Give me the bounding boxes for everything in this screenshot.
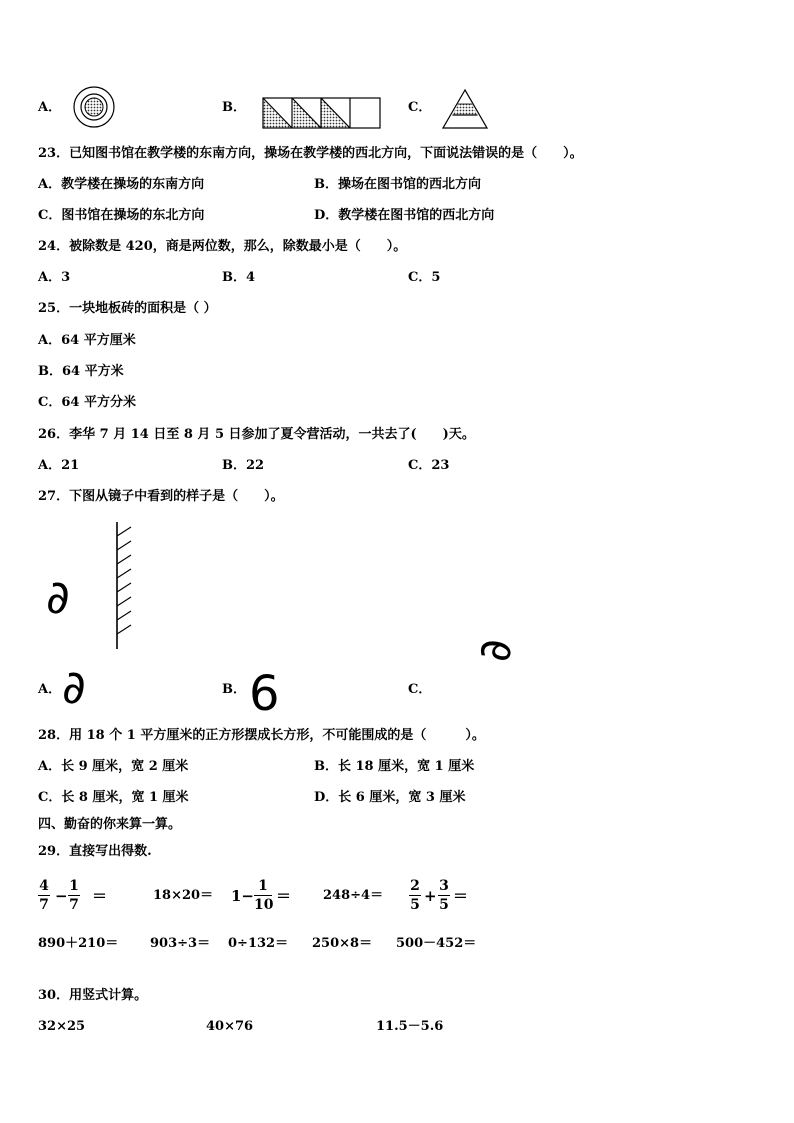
fraction: 1 7 <box>69 878 79 913</box>
q25-option-a[interactable]: A．64 平方厘米 <box>38 333 136 348</box>
option-glyph: ∂ <box>62 660 86 714</box>
problem: 903÷3＝ <box>150 936 211 951</box>
q30-problem: 32×25 <box>38 1019 86 1034</box>
q23-option-d[interactable]: D．教学楼在图书馆的西北方向 <box>314 208 495 223</box>
q24-option-a[interactable]: A．3 <box>38 270 71 285</box>
q26-option-b[interactable]: B．22 <box>222 458 265 473</box>
problem: 248÷4＝ <box>323 888 384 903</box>
q23-option-a[interactable]: A．教学楼在操场的东南方向 <box>38 177 205 192</box>
question-24-stem: 24．被除数是 420，商是两位数，那么，除数最小是（ ）。 <box>38 239 407 254</box>
q23-option-b[interactable]: B．操场在图书馆的西北方向 <box>314 177 481 192</box>
q28-option-d[interactable]: D．长 6 厘米，宽 3 厘米 <box>314 790 466 805</box>
q28-option-c[interactable]: C．长 8 厘米，宽 1 厘米 <box>38 790 189 805</box>
q26-option-c[interactable]: C．23 <box>408 458 450 473</box>
q23-option-c[interactable]: C．图书馆在操场的东北方向 <box>38 208 205 223</box>
q30-problem: 11.5－5.6 <box>376 1019 444 1034</box>
option-glyph-rotated: ∂ <box>470 639 521 662</box>
q25-option-c[interactable]: C．64 平方分米 <box>38 395 136 410</box>
mirror-figure <box>110 522 140 652</box>
option-label: A． <box>38 100 62 115</box>
problem: 0÷132＝ <box>228 936 289 951</box>
minus-sign: − <box>55 887 68 905</box>
q24-option-b[interactable]: B．4 <box>222 270 256 285</box>
q28-option-b[interactable]: B．长 18 厘米，宽 1 厘米 <box>314 759 475 774</box>
equals-sign: ＝ <box>92 887 108 905</box>
problem: 18×20＝ <box>153 888 214 903</box>
fraction: 2 5 <box>410 878 420 913</box>
problem: 500－452＝ <box>396 936 477 951</box>
problem: 890＋210＝ <box>38 936 119 951</box>
option-label: B． <box>222 682 246 697</box>
plus-sign: + <box>424 887 437 905</box>
equals-sign: ＝ <box>453 887 469 905</box>
option-label: C． <box>408 100 432 115</box>
question-29-stem: 29．直接写出得数. <box>38 844 152 859</box>
fraction: 1 10 <box>254 878 274 913</box>
concentric-circles-figure <box>72 85 116 129</box>
question-28-stem: 28．用 18 个 1 平方厘米的正方形摆成长方形，不可能围成的是（ ）。 <box>38 728 485 743</box>
option-glyph: 6 <box>249 666 280 722</box>
squares-with-shaded-triangles-figure <box>263 98 383 130</box>
original-glyph-figure: ∂ <box>46 570 70 624</box>
question-30-stem: 30．用竖式计算。 <box>38 988 148 1003</box>
question-27-stem: 27．下图从镜子中看到的样子是（ ）。 <box>38 489 284 504</box>
q30-problem: 40×76 <box>206 1019 254 1034</box>
section-4-heading: 四、勤奋的你来算一算。 <box>38 817 182 832</box>
q24-option-c[interactable]: C．5 <box>408 270 441 285</box>
option-label: A． <box>38 682 62 697</box>
option-label: B． <box>222 100 246 115</box>
equals-sign: ＝ <box>276 887 292 905</box>
q28-option-a[interactable]: A．长 9 厘米，宽 2 厘米 <box>38 759 189 774</box>
fraction: 4 7 <box>39 878 49 913</box>
fraction: 3 5 <box>439 878 449 913</box>
problem-part: 1− <box>231 887 255 905</box>
question-25-stem: 25．一块地板砖的面积是（ ） <box>38 301 217 316</box>
q25-option-b[interactable]: B．64 平方米 <box>38 364 124 379</box>
question-23-stem: 23．已知图书馆在教学楼的东南方向，操场在教学楼的西北方向，下面说法错误的是（ ）。 <box>38 146 583 161</box>
question-26-stem: 26．李华 7 月 14 日至 8 月 5 日参加了夏令营活动，一共去了( )天。 <box>38 427 475 442</box>
q26-option-a[interactable]: A．21 <box>38 458 80 473</box>
problem: 250×8＝ <box>312 936 373 951</box>
triangle-shaded-band-figure <box>441 88 489 130</box>
option-label: C． <box>408 682 432 697</box>
